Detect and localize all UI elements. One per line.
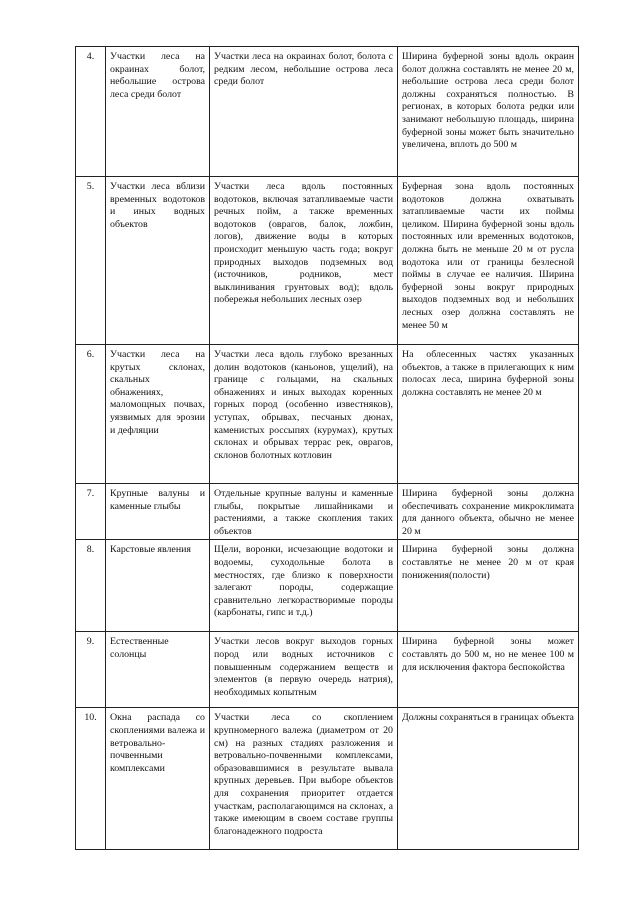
buffer-requirement: Ширина буферной зоны может составлять до 500 м, но не менее 100 м для исключения фактора беспокойства <box>398 632 579 708</box>
object-name: Крупные валуны и каменные глыбы <box>106 484 210 540</box>
row-number: 4. <box>76 47 106 177</box>
row-number: 9. <box>76 632 106 708</box>
object-description: Участки леса вдоль глубоко врезанных долин водотоков (каньонов, ущелий), на границе с гольцами, на скальных обнажениях и иных выходах коренных горных пород (особенно известняков), уступах, обрывах, песчаных дюнах, каменистых россыпях (курумах), крутых склонах и обрывах террас рек, оврагов, склонов болотных котловин <box>210 345 398 484</box>
object-description: Участки леса на окраинах болот, болота с редким лесом, небольшие острова леса среди болот <box>210 47 398 177</box>
object-description: Щели, воронки, исчезающие водотоки и водоемы, суходольные болота в местностях, где близко к поверхности залегают породы, содержащие сравнительно легкорастворимые породы (карбонаты, гипс и т.д.) <box>210 540 398 632</box>
row-number: 6. <box>76 345 106 484</box>
row-number: 8. <box>76 540 106 632</box>
object-name: Участки леса на окраинах болот, небольшие острова леса среди болот <box>106 47 210 177</box>
object-name: Окна распада со скоплениями валежа и ветровально-почвенными комплексами <box>106 708 210 850</box>
object-description: Участки леса со скоплением крупномерного валежа (диаметром от 20 см) на разных стадиях разложения и ветровально-почвенными комплексами, образовавшимися в результате вывала крупных деревьев. При выборе объектов для сохранения приоритет отдается участкам, располагающимся на склонах, а также имеющим в своем составе группы благонадежного подроста <box>210 708 398 850</box>
object-name: Карстовые явления <box>106 540 210 632</box>
buffer-requirement: Ширина буферной зоны должна обеспечивать сохранение микроклимата для данного объекта, обычно не менее 20 м <box>398 484 579 540</box>
table-row <box>76 708 579 850</box>
row-number: 7. <box>76 484 106 540</box>
table-row <box>76 540 579 632</box>
buffer-requirement: Ширина буферной зоны должна составлятье не менее 20 м от края понижения(полости) <box>398 540 579 632</box>
table-row <box>76 484 579 540</box>
table-row <box>76 47 579 177</box>
row-number: 5. <box>76 177 106 345</box>
object-description: Участки леса вдоль постоянных водотоков, включая затапливаемые части речных пойм, а также временных водотоков (оврагов, балок, ложбин, логов), движение воды в которых происходит меньшую часть года; вокруг природных выходов подземных вод (источников, родников, мест выклинивания грунтовых вод); вдоль побережья небольших лесных озер <box>210 177 398 345</box>
object-name: Естественные солонцы <box>106 632 210 708</box>
table-row <box>76 345 579 484</box>
row-number: 10. <box>76 708 106 850</box>
object-description: Участки лесов вокруг выходов горных пород или водных источников с повышенным содержанием веществ и элементов (в первую очередь натрия), необходимых копытным <box>210 632 398 708</box>
table-row <box>76 632 579 708</box>
buffer-requirement: Ширина буферной зоны вдоль окраин болот должна составлять не менее 20 м, небольшие острова леса среди болот должны сохраняться полностью. В регионах, в которых болота редки или занимают небольшую площадь, ширина буферной зоны может быть значительно увеличена, вплоть до 500 м <box>398 47 579 177</box>
object-name: Участки леса вблизи временных водотоков и иных водных объектов <box>106 177 210 345</box>
buffer-zone-table <box>75 46 579 850</box>
buffer-requirement: Буферная зона вдоль постоянных водотоков должна охватывать затапливаемые части их поймы целиком. Ширина буферной зоны вдоль постоянных или временных водотоков, должна быть не меньше 20 м от русла водотока или от границы безлесной поймы в случае ее наличия. Ширина буферной зоны вокруг природных выходов подземных вод и небольших лесных озер должна составлять не менее 50 м <box>398 177 579 345</box>
object-name: Участки леса на крутых склонах, скальных обнажениях, маломощных почвах, уязвимых для эрозии и дефляции <box>106 345 210 484</box>
buffer-requirement: Должны сохраняться в границах объекта <box>398 708 579 850</box>
buffer-requirement: На облесенных частях указанных объектов, а также в прилегающих к ним полосах леса, ширина буферной зоны должна составлять не менее 20 м <box>398 345 579 484</box>
object-description: Отдельные крупные валуны и каменные глыбы, покрытые лишайниками и растениями, а также скопления таких объектов <box>210 484 398 540</box>
table-row <box>76 177 579 345</box>
